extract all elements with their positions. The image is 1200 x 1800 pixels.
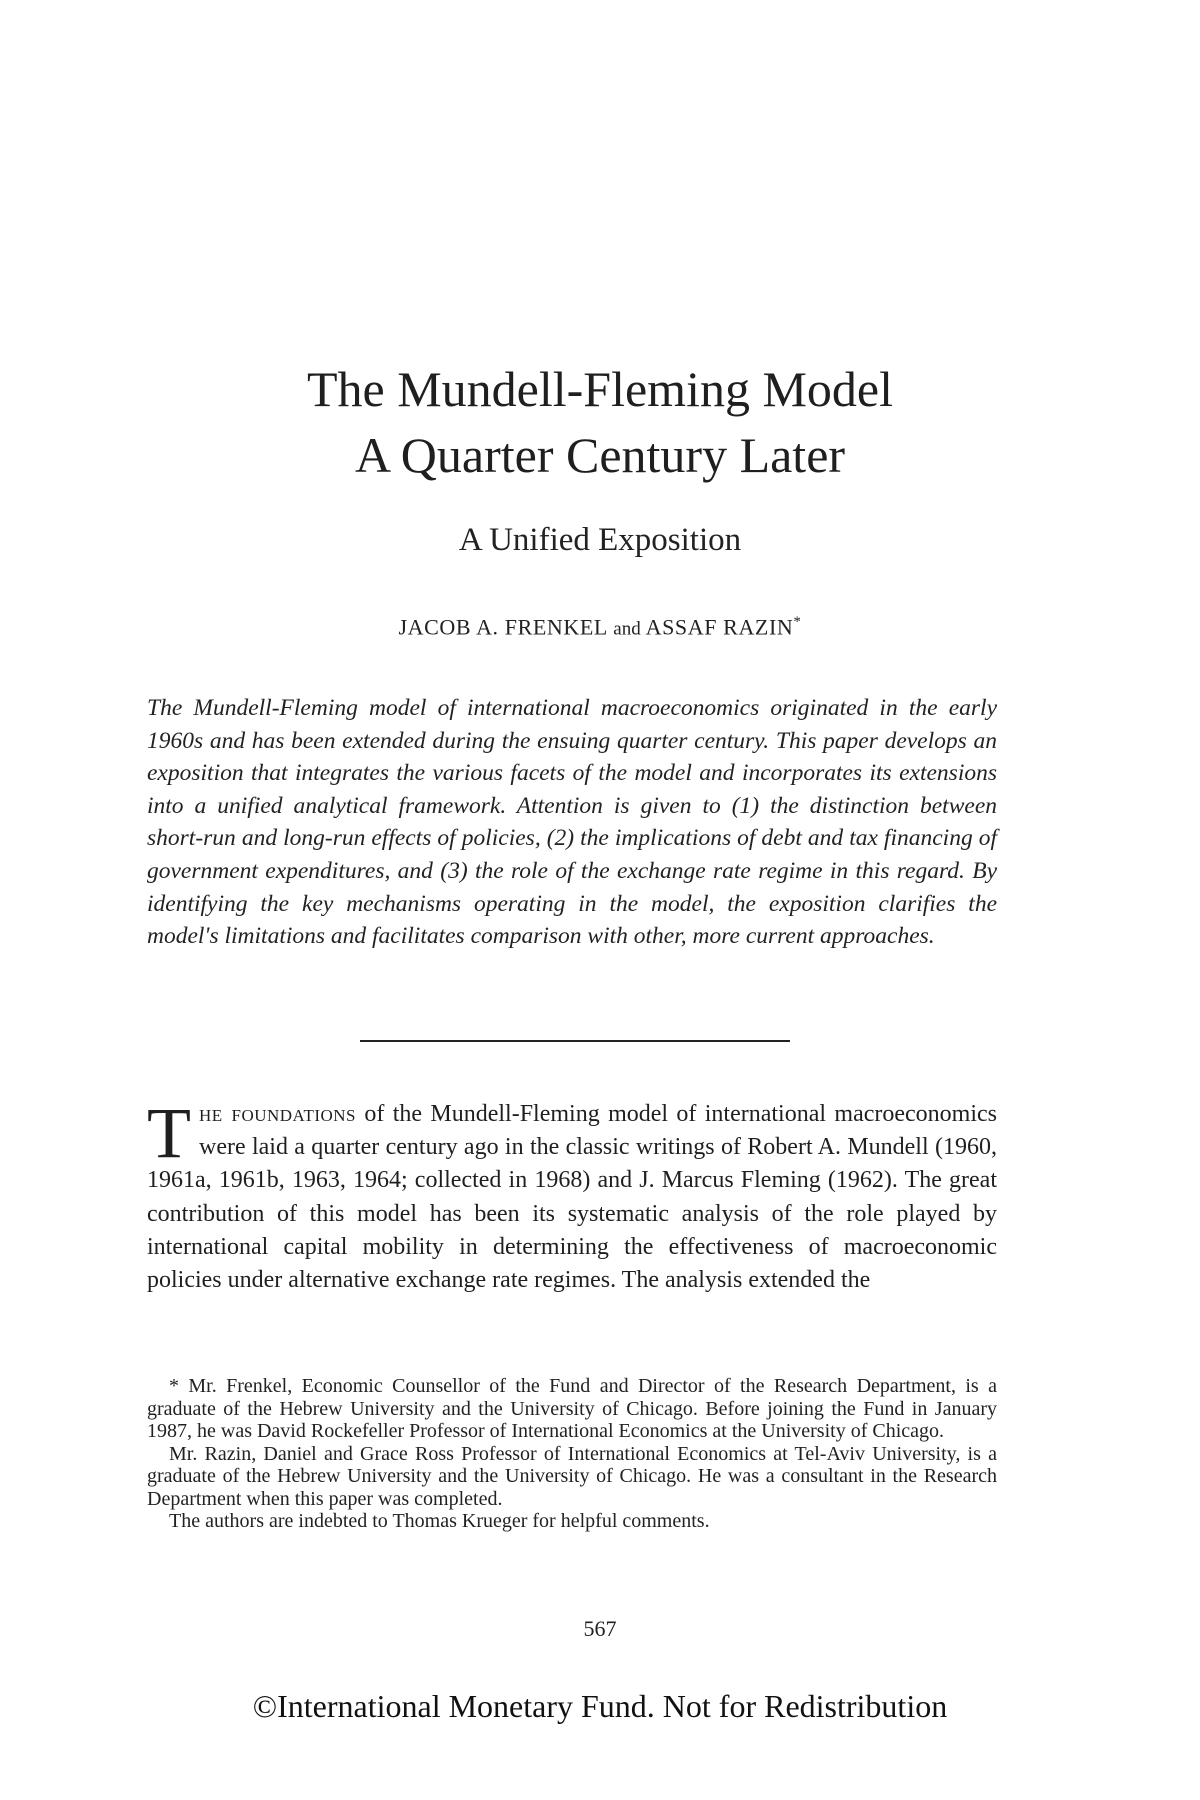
author-footnote-mark: * <box>793 614 802 630</box>
footnote-razin: Mr. Razin, Daniel and Grace Ross Professor of International Economics at Tel-Aviv University, is a graduate of the Hebrew University and the University of Chicago. He was a consultant in the Research Department when this paper was completed. <box>147 1442 997 1510</box>
section-divider <box>360 1040 790 1042</box>
page-number: 567 <box>583 1616 617 1641</box>
title-line-2: A Quarter Century Later <box>354 427 846 483</box>
author-razin: ASSAF RAZIN <box>645 614 794 640</box>
footnote-frenkel: * Mr. Frenkel, Economic Counsellor of the Fund and Director of the Research Department, is a graduate of the Hebrew University and the University of Chicago. Before joining the Fund in January 1987, he was David Rockefeller Professor of International Economics at the University of Chicago. <box>147 1375 997 1442</box>
paper-subtitle: A Unified Exposition <box>458 522 742 558</box>
body-lead-smallcaps: he foundations <box>198 1101 357 1127</box>
footnotes <box>147 1375 997 1533</box>
abstract: The Mundell-Fleming model of international macroeconomics originated in the early 1960s and has been extended during the ensuing quarter century. This paper develops an exposition that integrates the various facets of the model and incorporates its extensions into a unified analytical framework. Attention is given to (1) the distinction between short-run and long-run effects of policies, (2) the implications of debt and tax financing of government expenditures, and (3) the role of the exchange rate regime in this regard. By identifying the key mechanisms operating in the model, the exposition clarifies the model's limitations and facilitates comparison with other, more current approaches. <box>147 695 997 950</box>
body-paragraph <box>147 1093 997 1297</box>
title-line-1: The Mundell-Fleming Model <box>306 361 894 417</box>
author-line <box>0 614 1200 640</box>
body-text: of the Mundell-Fleming model of international macroeconomics were laid a quarter century ago in the classic writings of Robert A. Mundell (1960, 1961a, 1961b, 1963, 1964; collected in 1968) and J. Marcus Fleming (1962). The great contribution of this model has been its systematic analysis of the role played by international capital mobility in determining the effectiveness of macroeconomic policies under alternative exchange rate regimes. The analysis extended the <box>147 1101 997 1294</box>
drop-cap: T <box>147 1093 191 1173</box>
author-conjunction: and <box>613 618 641 640</box>
footnote-acknowledgment: The authors are indebted to Thomas Krueger for helpful comments. <box>169 1510 710 1532</box>
author-frenkel: JACOB A. FRENKEL <box>398 614 608 640</box>
paper-title <box>0 356 1200 488</box>
copyright-notice: ©International Monetary Fund. Not for Redistribution <box>252 1688 948 1724</box>
